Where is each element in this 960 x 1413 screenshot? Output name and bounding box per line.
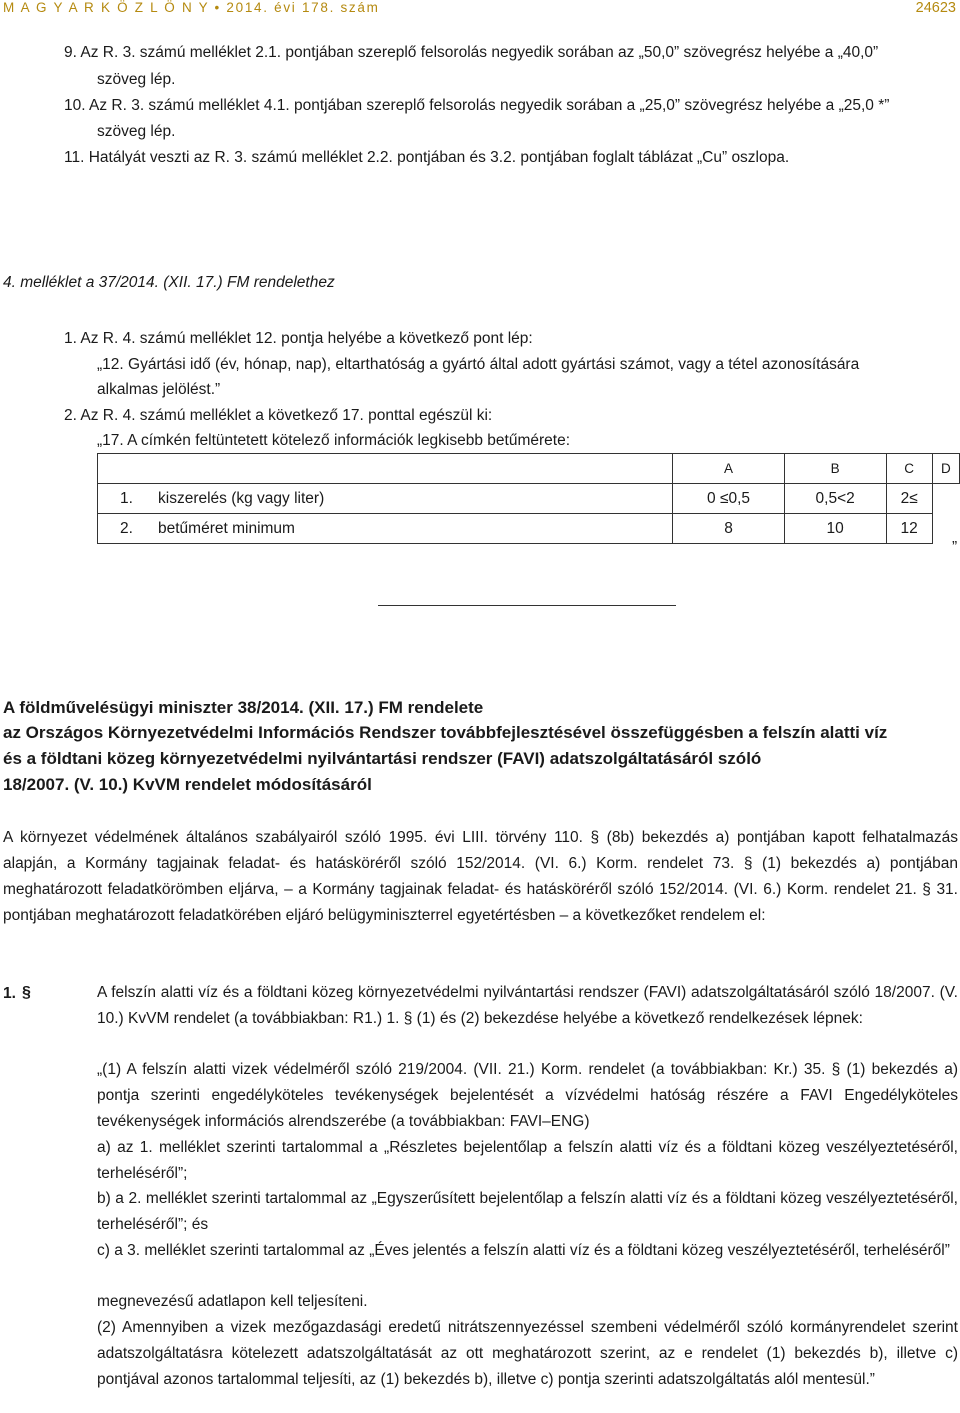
decree-subtitle-line-3: 18/2007. (V. 10.) KvVM rendelet módosításáról <box>3 775 372 794</box>
quoted-point-a: a) az 1. melléklet szerinti tartalommal a „Részletes bejelentőlap a felszín alatti víz és a földtani közeg veszélyeztetéséről, terheléséről”; <box>97 1139 958 1182</box>
annex-4-title: 4. melléklet a 37/2014. (XII. 17.) FM rendelethez <box>3 274 335 291</box>
journal-title: M A G Y A R K Ö Z L Ö N Y • 2014. évi 178. szám <box>3 0 380 15</box>
font-size-table <box>97 453 960 544</box>
section-sign: § <box>22 984 31 1001</box>
table-row <box>98 484 960 514</box>
cell-d: 2≤ <box>886 484 932 514</box>
preamble: A környezet védelmének általános szabályairól szóló 1995. évi LIII. törvény 110. § (8b) bekezdés a) pontjában kapott felhatalmazás alapján, a Kormány tagjainak feladat- és hatásköréről szóló 152/2014. (VI. 6.) Korm. rendelet 73. § (1) bekezdés a) pontjában meghatározott feladatkörömben eljárva, – a Kormány tagjainak feladat- és hatásköréről szóló 152/2014. (VI. 6.) Korm. rendelet 21. § 31. pontjában meghatározott feladatkörében eljáró belügyminiszterrel egyetértésben – a következőket rendelem el: <box>3 829 958 924</box>
page-header <box>0 0 960 20</box>
cell-d: 12 <box>886 514 932 544</box>
column-header-c: C <box>886 454 932 484</box>
quoted-point-b: b) a 2. melléklet szerinti tartalommal az „Egyszerűsített bejelentőlap a felszín alatti víz és a földtani közeg veszélyeztetéséről, terheléséről”; és <box>97 1190 958 1233</box>
cell-b: 8 <box>673 514 784 544</box>
row-number: 1. <box>120 489 133 507</box>
cell-c: 0,5<2 <box>784 484 886 514</box>
item-9-line-1: 9. Az R. 3. számú melléklet 2.1. pontjában szereplő felsorolás negyedik sorában az „50,0” szövegrész helyébe a „40,0” <box>64 44 879 61</box>
section-1-intro: A felszín alatti víz és a földtani közeg környezetvédelmi nyilvántartási rendszer (FAVI) adatszolgáltatásáról szóló 18/2007. (V. 10.) KvVM rendelet (a továbbiakban: R1.) 1. § (1) és (2) bekezdése helyébe a következő rendelkezések lépnek: <box>97 984 958 1027</box>
annex-4-point-12-line-2: alkalmas jelölést.” <box>97 381 221 398</box>
row-number: 2. <box>120 519 133 537</box>
page-number: 24623 <box>915 0 956 16</box>
separator-rule <box>378 605 676 606</box>
table-header-row <box>98 454 960 484</box>
table-row <box>98 514 960 544</box>
item-10-line-2: szöveg lép. <box>97 123 176 140</box>
closing-quote: ” <box>952 539 958 556</box>
annex-4-point-17: „17. A címkén feltüntetett kötelező információk legkisebb betűmérete: <box>97 432 571 449</box>
quoted-paragraph-2: (2) Amennyiben a vizek mezőgazdasági eredetű nitrátszennyezéssel szembeni védelméről szóló kormányrendelet szerint adatszolgáltatásra kötelezett adatszolgáltatását az ott meghatározott szerint, az e rendelet (1) bekezdés b), illetve c) pontjával azonos tartalommal teljesíti, az (1) bekezdés b), illetve c) pontja szerinti adatszolgáltatás alól mentesül.” <box>97 1319 958 1388</box>
row-label: kiszerelés (kg vagy liter) <box>158 489 325 507</box>
row-label: betűméret minimum <box>158 519 295 537</box>
decree-title: A földművelésügyi miniszter 38/2014. (XII. 17.) FM rendelete <box>3 698 484 717</box>
item-10-line-1: 10. Az R. 3. számú melléklet 4.1. pontjában szereplő felsorolás negyedik sorában a „25,0” szövegrész helyébe a „25,0 *” <box>64 97 890 114</box>
decree-subtitle-line-1: az Országos Környezetvédelmi Információs Rendszer továbbfejlesztésével összefüggésben a felszín alatti víz <box>3 723 888 742</box>
section-number: 1. <box>3 985 16 1002</box>
item-9-line-2: szöveg lép. <box>97 71 176 88</box>
form-name-line: megnevezésű adatlapon kell teljesíteni. <box>97 1293 368 1310</box>
item-11: 11. Hatályát veszti az R. 3. számú melléklet 2.2. pontjában és 3.2. pontjában foglalt táblázat „Cu” oszlopa. <box>64 149 790 166</box>
cell-b: 0 ≤0,5 <box>673 484 784 514</box>
column-header-d: D <box>932 454 959 484</box>
annex-4-point-2: 2. Az R. 4. számú melléklet a következő 17. ponttal egészül ki: <box>64 407 493 424</box>
annex-4-point-1: 1. Az R. 4. számú melléklet 12. pontja helyébe a következő pont lép: <box>64 330 533 347</box>
annex-4-point-12-line-1: „12. Gyártási idő (év, hónap, nap), eltarthatóság a gyártó által adott gyártási számot, vagy a tétel azonosítására <box>97 356 860 373</box>
quoted-point-c: c) a 3. melléklet szerinti tartalommal az „Éves jelentés a felszín alatti víz és a földtani közeg veszélyeztetéséről, terheléséről” <box>97 1242 950 1259</box>
column-header-b: B <box>784 454 886 484</box>
decree-subtitle-line-2: és a földtani közeg környezetvédelmi nyilvántartási rendszer (FAVI) adatszolgáltatásáról szóló <box>3 749 762 768</box>
table-corner-cell <box>98 454 673 484</box>
cell-c: 10 <box>784 514 886 544</box>
quoted-paragraph-1: „(1) A felszín alatti vizek védelméről szóló 219/2004. (VII. 21.) Korm. rendelet (a továbbiakban: Kr.) 35. § (1) bekezdés a) pontja szerinti engedélyköteles tevékenységek bejelentését a vízvédelmi hatóság részére a FAVI Engedélyköteles tevékenységek információs alrendszerébe (a továbbiakban: FAVI–ENG) <box>97 1061 958 1130</box>
column-header-a: A <box>673 454 784 484</box>
